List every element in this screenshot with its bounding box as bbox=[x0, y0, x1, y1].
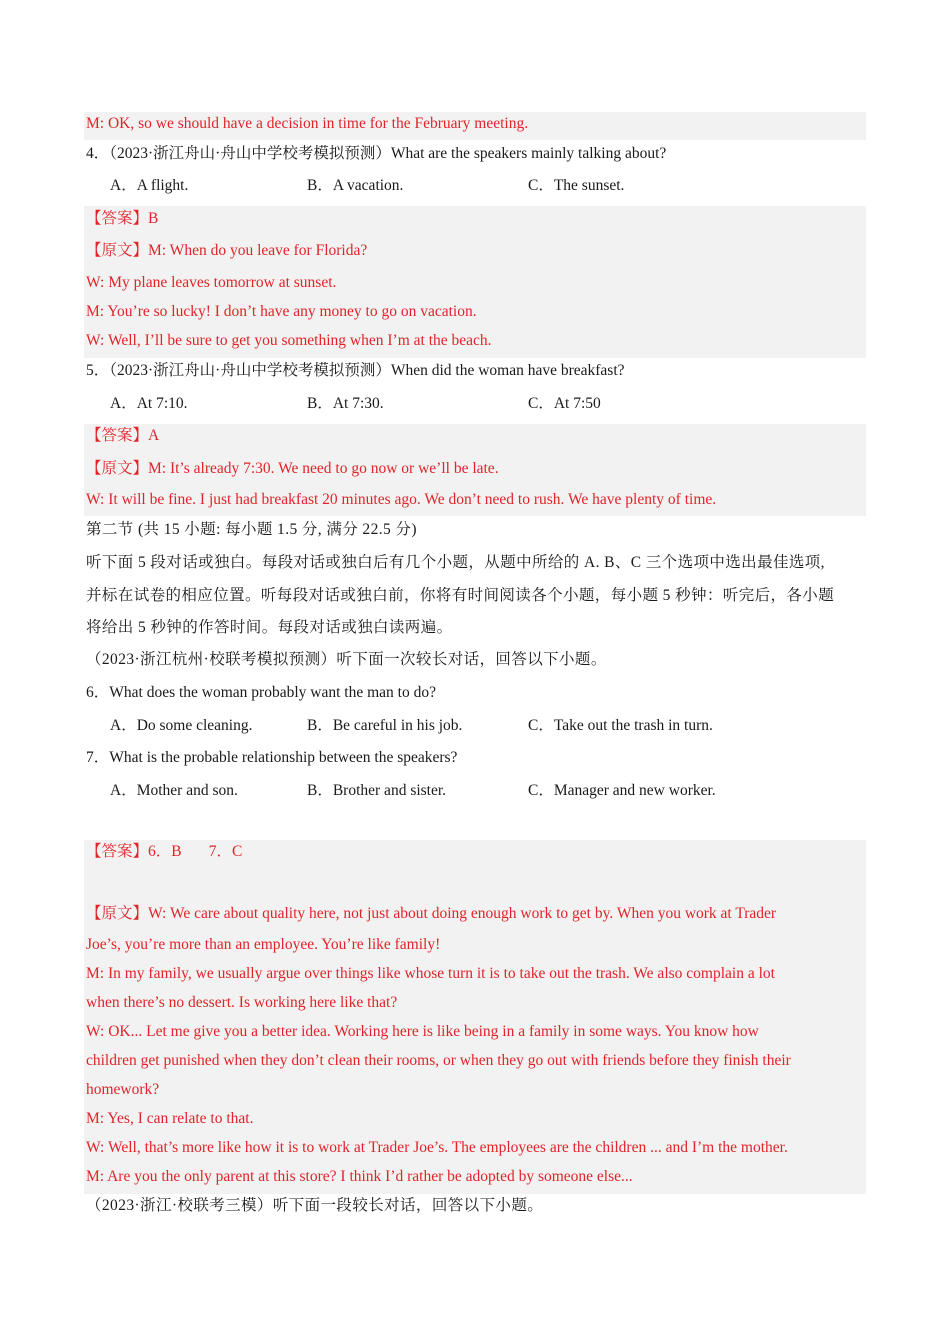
section-heading: 第二节 (共 15 小题: 每小题 1.5 分, 满分 22.5 分) bbox=[86, 521, 417, 538]
transcript-line: M: Are you the only parent at this store? I think I’d rather be adopted by someone else... bbox=[86, 1168, 633, 1185]
question-4-option-c: C．The sunset. bbox=[528, 177, 625, 194]
answer-5: 【答案】A bbox=[86, 427, 160, 444]
question-4-option-a: A．A flight. bbox=[110, 177, 189, 194]
transcript-line: 【原文】M: When do you leave for Florida? bbox=[86, 242, 368, 259]
transcript-line: W: Well, I’ll be sure to get you something when I’m at the beach. bbox=[86, 332, 492, 349]
instructions-line: 并标在试卷的相应位置。听每段对话或独白前，你将有时间阅读各个小题，每小题 5 秒钟：听完后，各小题 bbox=[86, 587, 835, 604]
answer-6-7: 【答案】6．B 7．C bbox=[86, 843, 243, 860]
transcript-line: M: OK, so we should have a decision in time for the February meeting. bbox=[86, 115, 529, 132]
answer-4: 【答案】B bbox=[86, 210, 159, 227]
question-6-stem: 6．What does the woman probably want the man to do? bbox=[86, 684, 436, 701]
source-line: （2023·浙江杭州·校联考模拟预测）听下面一次较长对话，回答以下小题。 bbox=[86, 651, 607, 668]
transcript-line: W: My plane leaves tomorrow at sunset. bbox=[86, 274, 337, 291]
instructions-line: 听下面 5 段对话或独白。每段对话或独白后有几个小题，从题中所给的 A. B、C 三个选项中选出最佳选项, bbox=[86, 554, 825, 571]
transcript-line: 【原文】W: We care about quality here, not just about doing enough work to get by. When you work at Trader bbox=[86, 905, 777, 922]
transcript-line: when there’s no dessert. Is working here like that? bbox=[86, 994, 398, 1011]
question-6-option-c: C．Take out the trash in turn. bbox=[528, 717, 713, 734]
transcript-line: W: Well, that’s more like how it is to work at Trader Joe’s. The employees are the children ... and I’m the mother. bbox=[86, 1139, 788, 1156]
transcript-line: children get punished when they don’t clean their rooms, or when they go out with friends before they finish their bbox=[86, 1052, 791, 1069]
question-7-stem: 7．What is the probable relationship between the speakers? bbox=[86, 749, 458, 766]
question-6-option-a: A．Do some cleaning. bbox=[110, 717, 253, 734]
transcript-line: 【原文】M: It’s already 7:30. We need to go now or we’ll be late. bbox=[86, 460, 499, 477]
question-7-option-c: C．Manager and new worker. bbox=[528, 782, 716, 799]
question-7-option-a: A．Mother and son. bbox=[110, 782, 238, 799]
transcript-line: homework? bbox=[86, 1081, 160, 1098]
question-6-option-b: B．Be careful in his job. bbox=[307, 717, 463, 734]
question-4-option-b: B．A vacation. bbox=[307, 177, 404, 194]
transcript-line: W: OK... Let me give you a better idea. Working here is like being in a family in some ways. You know how bbox=[86, 1023, 759, 1040]
question-5-option-b: B．At 7:30. bbox=[307, 395, 384, 412]
question-4-stem: 4．（2023·浙江舟山·舟山中学校考模拟预测）What are the speakers mainly talking about? bbox=[86, 145, 667, 162]
transcript-line: W: It will be fine. I just had breakfast 20 minutes ago. We don’t need to rush. We have plenty of time. bbox=[86, 491, 717, 508]
question-5-option-a: A．At 7:10. bbox=[110, 395, 188, 412]
question-5-option-c: C．At 7:50 bbox=[528, 395, 601, 412]
source-line: （2023·浙江·校联考三模）听下面一段较长对话，回答以下小题。 bbox=[86, 1197, 544, 1214]
transcript-line: M: You’re so lucky! I don’t have any money to go on vacation. bbox=[86, 303, 477, 320]
question-5-stem: 5．（2023·浙江舟山·舟山中学校考模拟预测）When did the woman have breakfast? bbox=[86, 362, 625, 379]
transcript-line: M: In my family, we usually argue over things like whose turn it is to take out the trash. We also complain a lot bbox=[86, 965, 775, 982]
instructions-line: 将给出 5 秒钟的作答时间。每段对话或独白读两遍。 bbox=[86, 619, 453, 636]
question-7-option-b: B．Brother and sister. bbox=[307, 782, 447, 799]
transcript-line: Joe’s, you’re more than an employee. You’re like family! bbox=[86, 936, 441, 953]
transcript-line: M: Yes, I can relate to that. bbox=[86, 1110, 254, 1127]
